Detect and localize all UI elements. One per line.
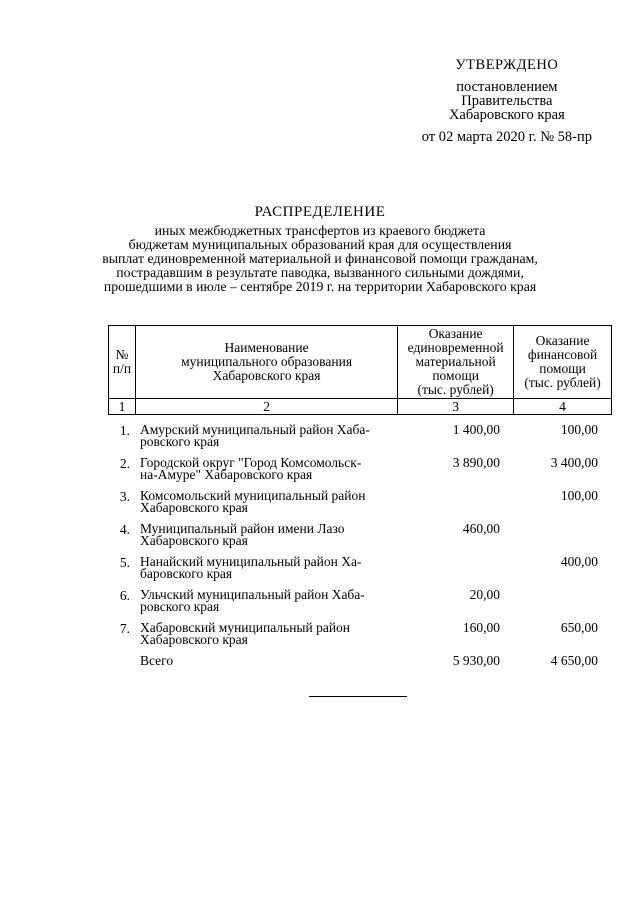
total-financial-value: 4 650,00 — [550, 653, 598, 668]
approval-line-3: Хабаровского края — [448, 107, 565, 123]
row-name-line: Комсомольский муниципальный район — [140, 488, 366, 503]
header-number-line: п/п — [112, 361, 132, 376]
row-financial-value: 100,00 — [560, 488, 598, 503]
row-financial-value: 3 400,00 — [550, 455, 598, 470]
row-financial-value: 100,00 — [560, 422, 598, 437]
title-line-3: выплат единовременной материальной и финансовой помощи гражданам, — [102, 251, 538, 266]
row-financial-value — [500, 523, 598, 547]
table-header-row — [109, 326, 612, 399]
title-line-2: бюджетам муниципальных образований края для осуществления — [128, 237, 512, 252]
column-number: 3 — [398, 399, 514, 415]
row-material-value: 1 400,00 — [452, 422, 500, 437]
table-row — [108, 457, 612, 481]
row-financial-value: 650,00 — [560, 620, 598, 635]
row-name-line: Амурский муниципальный район Хаба- — [140, 422, 370, 437]
row-material-value: 160,00 — [462, 620, 500, 635]
distribution-table-header — [108, 325, 612, 415]
row-material-value: 3 890,00 — [452, 455, 500, 470]
header-number — [109, 326, 136, 399]
approval-line-1: постановлением — [456, 79, 558, 95]
title-line-1: иных межбюджетных трансфертов из краевого бюджета — [154, 223, 486, 238]
approval-heading: УТВЕРЖДЕНО — [455, 57, 559, 73]
row-name — [140, 523, 396, 547]
header-material-line: единовременной — [407, 340, 504, 355]
header-financial-line: (тыс. рублей) — [524, 375, 601, 390]
row-name-line: Городской округ "Город Комсомольск- — [140, 455, 362, 470]
header-name — [135, 326, 397, 399]
row-name-line: Хабаровского края — [140, 533, 248, 548]
header-name-line: Хабаровского края — [212, 368, 321, 383]
row-material-value — [396, 490, 500, 514]
total-label: Всего — [140, 653, 174, 668]
row-name-line: на-Амуре" Хабаровского края — [140, 467, 313, 482]
row-name-line: баровского края — [140, 566, 233, 581]
row-name-line: Хабаровского края — [140, 632, 248, 647]
row-name-line: Ульчский муниципальный район Хаба- — [140, 587, 365, 602]
row-name-line: Нанайский муниципальный район Ха- — [140, 554, 362, 569]
row-number: 7. — [119, 621, 130, 636]
row-name — [140, 457, 396, 481]
header-financial-line: помощи — [539, 361, 586, 376]
table-row — [108, 556, 612, 580]
row-number: 4. — [119, 522, 130, 537]
header-number-line: № — [115, 347, 129, 362]
row-name-line: Хабаровского края — [140, 500, 248, 515]
row-name — [140, 622, 396, 646]
row-name — [140, 589, 396, 613]
total-row — [108, 655, 612, 667]
row-name-line: Муниципальный район имени Лазо — [140, 521, 345, 536]
document-title-block — [0, 204, 640, 294]
row-name-line: ровского края — [140, 434, 220, 449]
row-number: 3. — [119, 489, 130, 504]
row-name-line: Хабаровский муниципальный район — [140, 620, 351, 635]
row-financial-value: 400,00 — [560, 554, 598, 569]
document-title: РАСПРЕДЕЛЕНИЕ — [254, 204, 386, 220]
table-row — [108, 424, 612, 448]
row-number: 2. — [119, 456, 130, 471]
row-material-value: 460,00 — [462, 521, 500, 536]
column-number: 1 — [109, 399, 136, 415]
row-name — [140, 490, 396, 514]
header-material-line: Оказание — [428, 326, 483, 341]
row-material-value — [396, 556, 500, 580]
header-name-line: Наименование — [224, 340, 309, 355]
row-name — [140, 556, 396, 580]
total-number-cell — [108, 655, 140, 667]
column-number-row — [109, 399, 612, 415]
header-material-line: материальной — [415, 354, 496, 369]
header-material-line: помощи — [432, 368, 479, 383]
table-body — [108, 424, 612, 676]
title-line-5: прошедшими в июле – сентябре 2019 г. на территории Хабаровского края — [103, 279, 537, 294]
row-material-value: 20,00 — [469, 587, 500, 602]
approval-date: от 02 марта 2020 г. № 58-пр — [421, 129, 592, 145]
row-name — [140, 424, 396, 448]
approval-block — [422, 58, 592, 144]
column-number: 4 — [514, 399, 612, 415]
row-number: 5. — [119, 555, 130, 570]
closing-rule — [309, 696, 407, 697]
row-financial-value — [500, 589, 598, 613]
row-name-line: ровского края — [140, 599, 220, 614]
row-number: 1. — [119, 423, 130, 438]
column-number: 2 — [135, 399, 397, 415]
table-row — [108, 523, 612, 547]
header-financial-aid — [514, 326, 612, 399]
table-row — [108, 589, 612, 613]
header-name-line: муниципального образования — [181, 354, 353, 369]
table-row — [108, 490, 612, 514]
table-row — [108, 622, 612, 646]
header-material-aid — [398, 326, 514, 399]
header-material-line: (тыс. рублей) — [417, 382, 494, 397]
total-material-value: 5 930,00 — [452, 653, 500, 668]
approval-line-2: Правительства — [461, 93, 553, 109]
title-line-4: пострадавшим в результате паводка, вызванного сильными дождями, — [116, 265, 524, 280]
header-financial-line: Оказание — [535, 333, 590, 348]
row-number: 6. — [119, 588, 130, 603]
header-financial-line: финансовой — [527, 347, 598, 362]
